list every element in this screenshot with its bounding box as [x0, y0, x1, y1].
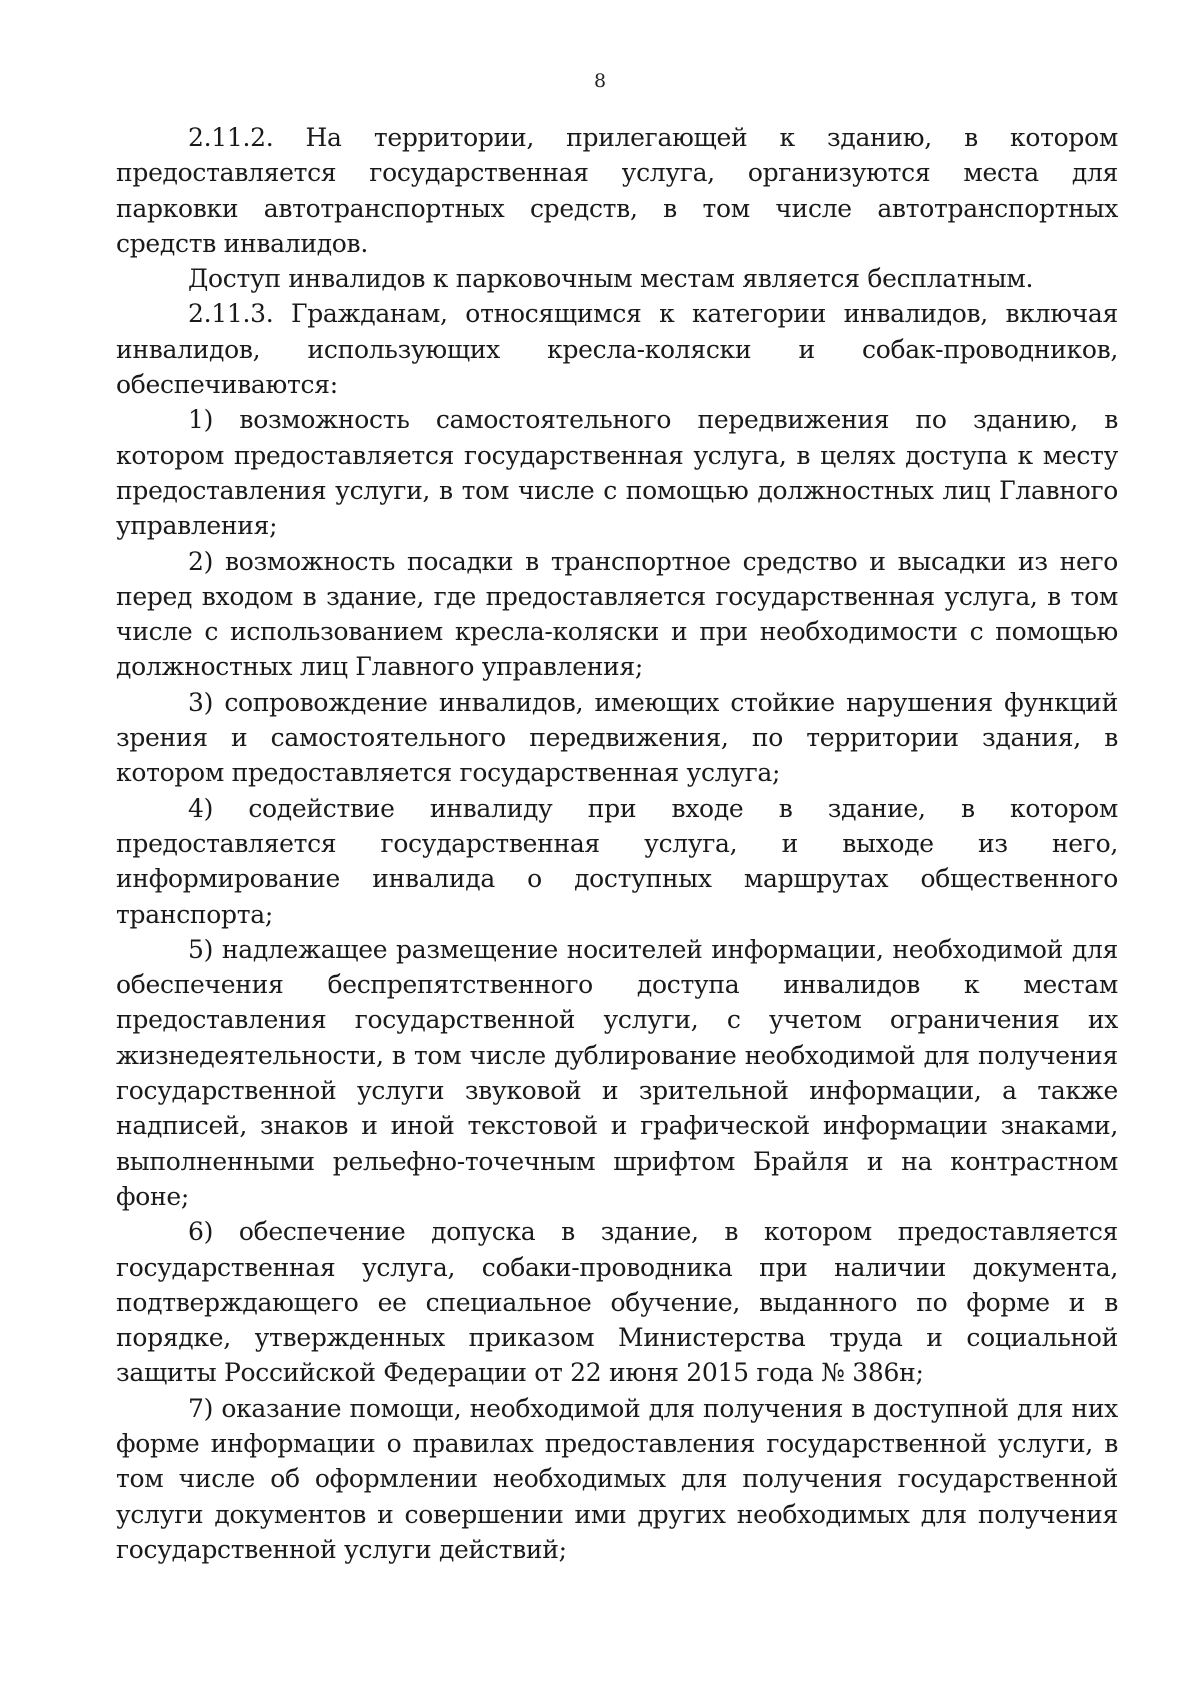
- list-item-3: 3) сопровождение инвалидов, имеющих стойкие нарушения функций зрения и самостоятельного передвижения, по территории здания, в котором предоставляется государственная услуга;: [116, 687, 1118, 788]
- document-body: [116, 120, 1118, 1567]
- paragraph-2-11-2: 2.11.2. На территории, прилегающей к зданию, в котором предоставляется государственная услуга, организуются места для парковки автотранспортных средств, в том числе автотранспортных средств инвалидов.: [116, 123, 1118, 258]
- paragraph-2-11-3: 2.11.3. Гражданам, относящимся к категории инвалидов, включая инвалидов, использующих кресла-коляски и собак-проводников, обеспечиваются:: [116, 299, 1118, 400]
- paragraph-parking-access: Доступ инвалидов к парковочным местам является бесплатным.: [188, 264, 1034, 294]
- list-item-4: 4) содействие инвалиду при входе в здание, в котором предоставляется государственная услуга, и выходе из него, информирование инвалида о доступных маршрутах общественного транспорта;: [116, 793, 1118, 929]
- page-number: 8: [593, 70, 607, 92]
- list-item-7: 7) оказание помощи, необходимой для получения в доступной для них форме информации о правилах предоставления государственной услуги, в том числе об оформлении необходимых для получения государственной услуги документов и совершении ими других необходимых для получения государственной услуги действий;: [116, 1393, 1118, 1564]
- list-item-5: 5) надлежащее размещение носителей информации, необходимой для обеспечения беспрепятственного доступа инвалидов к местам предоставления государственной услуги, с учетом ограничения их жизнедеятельности, в том числе дублирование необходимой для получения государственной услуги звуковой и зрительной информации, а также надписей, знаков и иной текстовой и графической информации знаками, выполненными рельефно-точечным шрифтом Брайля и на контрастном фоне;: [116, 934, 1118, 1211]
- list-item-6: 6) обеспечение допуска в здание, в котором предоставляется государственная услуга, собаки-проводника при наличии документа, подтверждающего ее специальное обучение, выданного по форме и в порядке, утвержденных приказом Министерства труда и социальной защиты Российской Федерации от 22 июня 2015 года № 386н;: [116, 1217, 1118, 1388]
- list-item-2: 2) возможность посадки в транспортное средство и высадки из него перед входом в здание, где предоставляется государственная услуга, в том числе с использованием кресла-коляски и при необходимости с помощью должностных лиц Главного управления;: [116, 546, 1118, 682]
- list-item-1: 1) возможность самостоятельного передвижения по зданию, в котором предоставляется государственная услуга, в целях доступа к месту предоставления услуги, в том числе с помощью должностных лиц Главного управления;: [116, 405, 1118, 541]
